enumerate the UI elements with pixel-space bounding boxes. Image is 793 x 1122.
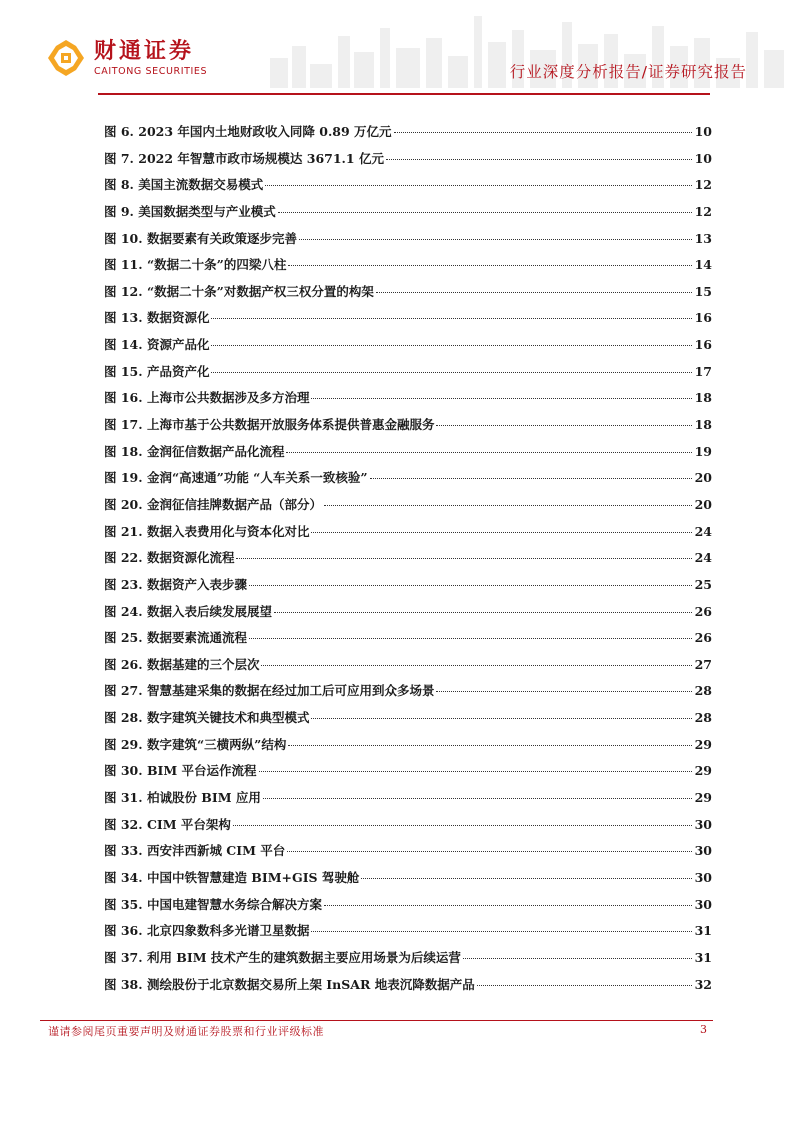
toc-entry-label[interactable]: 图 27. 智慧基建采集的数据在经过加工后可应用到众多场景 bbox=[104, 683, 435, 699]
toc-leader-dots bbox=[278, 212, 692, 213]
toc-entry[interactable] bbox=[104, 948, 712, 975]
toc-entry[interactable] bbox=[104, 921, 712, 948]
toc-leader-dots bbox=[211, 318, 691, 319]
toc-leader-dots bbox=[233, 825, 692, 826]
toc-leader-dots bbox=[211, 345, 691, 346]
toc-entry-page[interactable]: 32 bbox=[694, 976, 712, 992]
toc-entry-page[interactable]: 12 bbox=[694, 203, 712, 219]
toc-entry-label[interactable]: 图 17. 上海市基于公共数据开放服务体系提供普惠金融服务 bbox=[104, 417, 435, 433]
page-header bbox=[0, 0, 793, 96]
toc-entry[interactable] bbox=[104, 335, 712, 362]
page-number: 3 bbox=[700, 1023, 707, 1036]
toc-entry-label[interactable]: 图 21. 数据入表费用化与资本化对比 bbox=[104, 523, 310, 539]
toc-leader-dots bbox=[311, 398, 691, 399]
toc-entry-page[interactable]: 31 bbox=[694, 923, 712, 939]
toc-leader-dots bbox=[436, 691, 691, 692]
toc-entry-label[interactable]: 图 14. 资源产品化 bbox=[104, 337, 210, 353]
toc-entry-page[interactable]: 28 bbox=[694, 683, 712, 699]
toc-leader-dots bbox=[376, 292, 692, 293]
toc-leader-dots bbox=[249, 638, 692, 639]
header-divider bbox=[98, 93, 710, 95]
toc-entry[interactable] bbox=[104, 308, 712, 335]
toc-entry-page[interactable]: 25 bbox=[694, 576, 712, 592]
toc-leader-dots bbox=[324, 505, 692, 506]
toc-entry-label[interactable]: 图 13. 数据资源化 bbox=[104, 310, 210, 326]
toc-leader-dots bbox=[236, 558, 691, 559]
toc-entry-page[interactable]: 29 bbox=[694, 763, 712, 779]
toc-entry-label[interactable]: 图 7. 2022 年智慧市政市场规模达 3671.1 亿元 bbox=[104, 150, 384, 166]
toc-leader-dots bbox=[249, 585, 692, 586]
toc-entry-page[interactable]: 26 bbox=[694, 630, 712, 646]
toc-entry[interactable] bbox=[104, 575, 712, 602]
logo-coin-icon bbox=[46, 38, 86, 78]
toc-entry-page[interactable]: 24 bbox=[694, 550, 712, 566]
toc-entry-page[interactable]: 27 bbox=[694, 656, 712, 672]
toc-entry-label[interactable]: 图 22. 数据资源化流程 bbox=[104, 550, 235, 566]
toc-entry[interactable] bbox=[104, 442, 712, 469]
toc-entry-label[interactable]: 图 38. 测绘股份于北京数据交易所上架 InSAR 地表沉降数据产品 bbox=[104, 976, 475, 992]
toc-entry-label[interactable]: 图 26. 数据基建的三个层次 bbox=[104, 656, 260, 672]
toc-leader-dots bbox=[436, 425, 691, 426]
footer-divider bbox=[40, 1020, 713, 1021]
toc-entry[interactable] bbox=[104, 761, 712, 788]
toc-entry-page[interactable]: 16 bbox=[694, 310, 712, 326]
toc-entry-label[interactable]: 图 9. 美国数据类型与产业模式 bbox=[104, 203, 276, 219]
toc-entry-page[interactable]: 20 bbox=[694, 496, 712, 512]
toc-entry-page[interactable]: 10 bbox=[694, 124, 712, 139]
toc-leader-dots bbox=[311, 718, 691, 719]
toc-entry-label[interactable]: 图 11. “数据二十条”的四梁八柱 bbox=[104, 257, 287, 273]
toc-entry-label[interactable]: 图 23. 数据资产入表步骤 bbox=[104, 576, 247, 592]
toc-entry-page[interactable]: 18 bbox=[694, 417, 712, 433]
toc-entry-label[interactable]: 图 25. 数据要素流通流程 bbox=[104, 630, 247, 646]
toc-entry[interactable] bbox=[104, 388, 712, 415]
toc-leader-dots bbox=[370, 478, 692, 479]
toc-entry-page[interactable]: 12 bbox=[694, 177, 712, 193]
toc-entry-label[interactable]: 图 18. 金润征信数据产品化流程 bbox=[104, 443, 285, 459]
toc-leader-dots bbox=[288, 265, 691, 266]
toc-entry-label[interactable]: 图 24. 数据入表后续发展展望 bbox=[104, 603, 272, 619]
toc-entry-label[interactable]: 图 28. 数字建筑关键技术和典型模式 bbox=[104, 710, 310, 726]
toc-entry-label[interactable]: 图 34. 中国中铁智慧建造 BIM+GIS 驾驶舱 bbox=[104, 869, 360, 885]
toc-entry-page[interactable]: 17 bbox=[694, 363, 712, 379]
toc-leader-dots bbox=[311, 931, 691, 932]
toc-leader-dots bbox=[288, 745, 691, 746]
toc-entry-page[interactable]: 16 bbox=[694, 337, 712, 353]
toc-entry[interactable] bbox=[104, 282, 712, 309]
toc-entry[interactable] bbox=[104, 149, 712, 176]
toc-entry-label[interactable]: 图 15. 产品资产化 bbox=[104, 363, 210, 379]
toc-leader-dots bbox=[274, 612, 692, 613]
toc-entry-page[interactable]: 29 bbox=[694, 790, 712, 806]
figure-list bbox=[104, 122, 712, 1001]
toc-entry-label[interactable]: 图 32. CIM 平台架构 bbox=[104, 816, 231, 832]
toc-leader-dots bbox=[299, 239, 692, 240]
toc-entry-page[interactable]: 28 bbox=[694, 710, 712, 726]
toc-entry[interactable] bbox=[104, 175, 712, 202]
toc-entry-label[interactable]: 图 35. 中国电建智慧水务综合解决方案 bbox=[104, 896, 322, 912]
toc-entry-page[interactable]: 10 bbox=[694, 150, 712, 166]
toc-entry-page[interactable]: 30 bbox=[694, 869, 712, 885]
toc-entry-page[interactable]: 19 bbox=[694, 443, 712, 459]
company-logo bbox=[46, 38, 207, 78]
toc-leader-dots bbox=[324, 905, 692, 906]
toc-leader-dots bbox=[263, 798, 692, 799]
toc-entry-label[interactable]: 图 33. 西安沣西新城 CIM 平台 bbox=[104, 843, 286, 859]
toc-entry[interactable] bbox=[104, 975, 712, 1002]
toc-leader-dots bbox=[311, 532, 691, 533]
toc-leader-dots bbox=[211, 372, 691, 373]
toc-entry-label[interactable]: 图 10. 数据要素有关政策逐步完善 bbox=[104, 230, 297, 246]
toc-entry-page[interactable]: 18 bbox=[694, 390, 712, 406]
toc-entry[interactable] bbox=[104, 122, 712, 149]
report-type-label: 行业深度分析报告/证券研究报告 bbox=[509, 63, 747, 81]
toc-entry[interactable] bbox=[104, 548, 712, 575]
toc-leader-dots bbox=[361, 878, 691, 879]
toc-entry-page[interactable]: 20 bbox=[694, 470, 712, 486]
toc-leader-dots bbox=[394, 132, 692, 133]
toc-leader-dots bbox=[386, 159, 692, 160]
toc-entry[interactable] bbox=[104, 841, 712, 868]
toc-leader-dots bbox=[463, 958, 692, 959]
toc-entry[interactable] bbox=[104, 788, 712, 815]
toc-entry[interactable] bbox=[104, 868, 712, 895]
toc-entry-page[interactable]: 29 bbox=[694, 736, 712, 752]
toc-entry-label[interactable]: 图 20. 金润征信挂牌数据产品（部分） bbox=[104, 496, 322, 512]
toc-entry-label[interactable]: 图 36. 北京四象数科多光谱卫星数据 bbox=[104, 923, 310, 939]
toc-entry-label[interactable]: 图 31. 柏诚股份 BIM 应用 bbox=[104, 790, 261, 806]
toc-leader-dots bbox=[286, 452, 691, 453]
toc-entry-page[interactable]: 26 bbox=[694, 603, 712, 619]
toc-entry-page[interactable]: 15 bbox=[694, 283, 712, 299]
toc-entry-label[interactable]: 图 6. 2023 年国内土地财政收入同降 0.89 万亿元 bbox=[104, 124, 392, 139]
toc-entry-page[interactable]: 24 bbox=[694, 523, 712, 539]
toc-entry-label[interactable]: 图 16. 上海市公共数据涉及多方治理 bbox=[104, 390, 310, 406]
toc-entry-label[interactable]: 图 8. 美国主流数据交易模式 bbox=[104, 177, 264, 193]
toc-entry-label[interactable]: 图 37. 利用 BIM 技术产生的建筑数据主要应用场景为后续运营 bbox=[104, 949, 461, 965]
toc-leader-dots bbox=[265, 185, 691, 186]
logo-english-name: CAITONG SECURITIES bbox=[94, 65, 208, 77]
toc-entry-label[interactable]: 图 29. 数字建筑“三横两纵”结构 bbox=[104, 736, 287, 752]
toc-leader-dots bbox=[477, 985, 692, 986]
toc-entry[interactable] bbox=[104, 895, 712, 922]
toc-entry-page[interactable]: 30 bbox=[694, 843, 712, 859]
toc-entry[interactable] bbox=[104, 362, 712, 389]
toc-entry[interactable] bbox=[104, 229, 712, 256]
toc-entry[interactable] bbox=[104, 815, 712, 842]
toc-entry-label[interactable]: 图 12. “数据二十条”对数据产权三权分置的构架 bbox=[104, 283, 374, 299]
footer-disclaimer: 谨请参阅尾页重要声明及财通证券股票和行业评级标准 bbox=[48, 1025, 324, 1038]
toc-leader-dots bbox=[287, 851, 691, 852]
toc-leader-dots bbox=[261, 665, 691, 666]
toc-entry-page[interactable]: 14 bbox=[694, 257, 712, 273]
toc-entry[interactable] bbox=[104, 681, 712, 708]
toc-entry-page[interactable]: 30 bbox=[694, 816, 712, 832]
toc-entry[interactable] bbox=[104, 655, 712, 682]
toc-entry-label[interactable]: 图 19. 金润“高速通”功能 “人车关系一致核验” bbox=[104, 470, 368, 486]
toc-entry[interactable] bbox=[104, 522, 712, 549]
toc-entry[interactable] bbox=[104, 255, 712, 282]
toc-entry[interactable] bbox=[104, 628, 712, 655]
toc-leader-dots bbox=[259, 771, 692, 772]
toc-entry-page[interactable]: 30 bbox=[694, 896, 712, 912]
logo-chinese-name: 财通证券 bbox=[94, 38, 195, 64]
toc-entry[interactable] bbox=[104, 602, 712, 629]
toc-entry[interactable] bbox=[104, 708, 712, 735]
toc-entry[interactable] bbox=[104, 735, 712, 762]
toc-entry-page[interactable]: 13 bbox=[694, 230, 712, 246]
toc-entry[interactable] bbox=[104, 415, 712, 442]
toc-entry-page[interactable]: 31 bbox=[694, 949, 712, 965]
toc-entry[interactable] bbox=[104, 468, 712, 495]
toc-entry[interactable] bbox=[104, 495, 712, 522]
toc-entry[interactable] bbox=[104, 202, 712, 229]
toc-entry-label[interactable]: 图 30. BIM 平台运作流程 bbox=[104, 763, 257, 779]
